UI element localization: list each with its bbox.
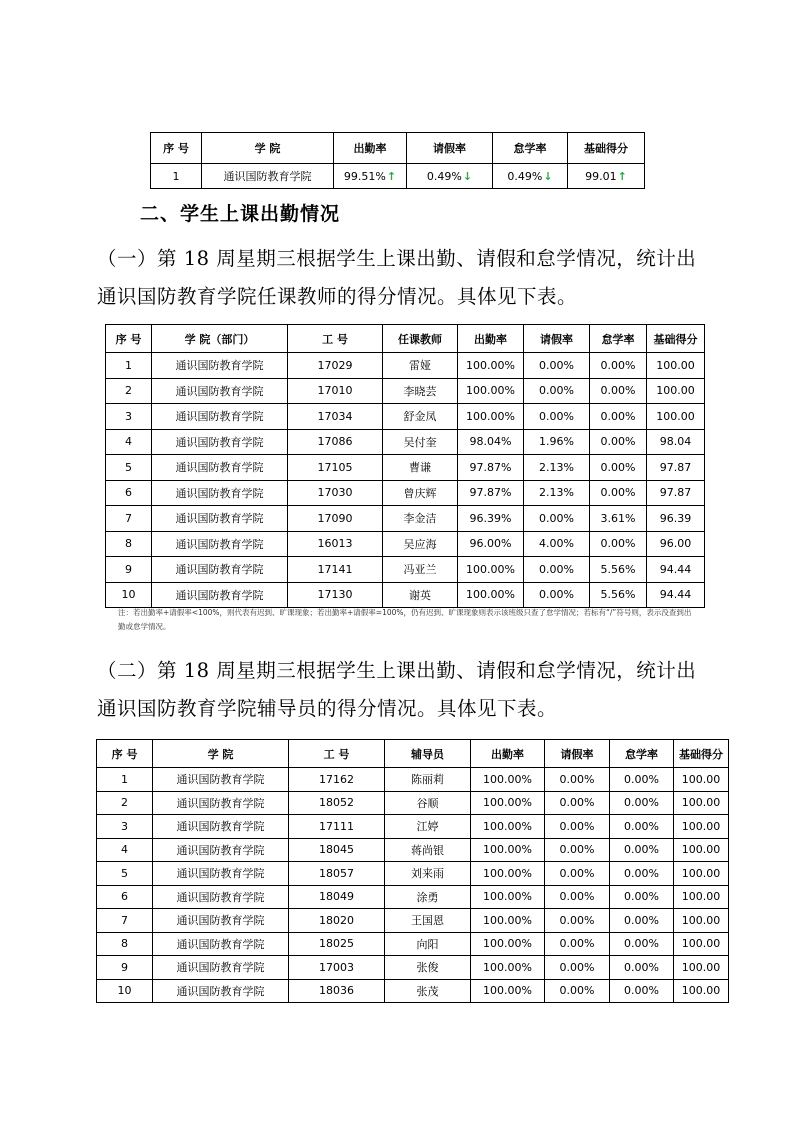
counselor-cell-score: 100.00 <box>674 768 729 792</box>
table-row <box>106 429 705 455</box>
counselor-cell-index: 2 <box>97 791 153 815</box>
teacher-cell-name: 吴应海 <box>383 531 458 557</box>
summary-truancy: 0.49%↓ <box>493 164 568 189</box>
counselor-cell-truancy: 0.00% <box>610 932 674 956</box>
counselor-cell-truancy: 0.00% <box>610 815 674 839</box>
summary-table <box>150 132 645 189</box>
teacher-cell-leave: 4.00% <box>524 531 590 557</box>
counselor-cell-attendance: 100.00% <box>471 815 545 839</box>
teacher-cell-college: 通识国防教育学院 <box>152 353 288 379</box>
counselor-cell-name: 王国恩 <box>385 909 471 933</box>
down-arrow-icon: ↓ <box>543 169 553 183</box>
summary-college: 通识国防教育学院 <box>202 164 334 189</box>
table-row <box>97 768 729 792</box>
counselor-cell-truancy: 0.00% <box>610 979 674 1003</box>
counselor-cell-index: 7 <box>97 909 153 933</box>
counselor-header-attendance: 出勤率 <box>471 740 545 768</box>
teacher-cell-name: 吴付奎 <box>383 429 458 455</box>
counselor-table <box>96 739 729 1003</box>
teacher-header-name: 任课教师 <box>383 325 458 353</box>
counselor-cell-staff-id: 17003 <box>289 956 385 980</box>
teacher-cell-staff-id: 17034 <box>288 404 383 430</box>
teacher-header-row <box>106 325 705 353</box>
counselor-cell-score: 100.00 <box>674 815 729 839</box>
counselor-cell-score: 100.00 <box>674 932 729 956</box>
counselor-cell-score: 100.00 <box>674 909 729 933</box>
teacher-cell-truancy: 0.00% <box>590 378 647 404</box>
teacher-header-attendance: 出勤率 <box>458 325 524 353</box>
table-row <box>106 531 705 557</box>
header-attendance: 出勤率 <box>334 133 407 164</box>
counselor-cell-staff-id: 18045 <box>289 838 385 862</box>
summary-row <box>151 164 645 189</box>
teacher-cell-name: 谢英 <box>383 582 458 608</box>
teacher-header-truancy: 怠学率 <box>590 325 647 353</box>
counselor-header-college: 学 院 <box>153 740 289 768</box>
table-row <box>106 480 705 506</box>
teacher-cell-score: 100.00 <box>647 378 705 404</box>
counselor-header-truancy: 怠学率 <box>610 740 674 768</box>
counselor-cell-index: 1 <box>97 768 153 792</box>
teacher-cell-attendance: 98.04% <box>458 429 524 455</box>
counselor-cell-staff-id: 18025 <box>289 932 385 956</box>
teacher-cell-index: 7 <box>106 506 152 532</box>
teacher-cell-name: 冯亚兰 <box>383 557 458 583</box>
counselor-cell-college: 通识国防教育学院 <box>153 815 289 839</box>
counselor-cell-attendance: 100.00% <box>471 768 545 792</box>
teacher-cell-score: 96.00 <box>647 531 705 557</box>
table-row <box>106 455 705 481</box>
counselor-cell-college: 通识国防教育学院 <box>153 791 289 815</box>
teacher-cell-leave: 0.00% <box>524 378 590 404</box>
counselor-cell-college: 通识国防教育学院 <box>153 932 289 956</box>
summary-attendance: 99.51%↑ <box>334 164 407 189</box>
counselor-cell-staff-id: 18020 <box>289 909 385 933</box>
counselor-cell-truancy: 0.00% <box>610 885 674 909</box>
teacher-cell-staff-id: 17010 <box>288 378 383 404</box>
counselor-cell-leave: 0.00% <box>545 815 610 839</box>
teacher-cell-truancy: 5.56% <box>590 582 647 608</box>
teacher-cell-attendance: 100.00% <box>458 557 524 583</box>
counselor-cell-attendance: 100.00% <box>471 885 545 909</box>
table-row <box>106 404 705 430</box>
counselor-cell-leave: 0.00% <box>545 956 610 980</box>
table-row <box>106 378 705 404</box>
summary-score: 99.01↑ <box>568 164 645 189</box>
teacher-cell-name: 舒金凤 <box>383 404 458 430</box>
counselor-cell-index: 10 <box>97 979 153 1003</box>
counselor-cell-attendance: 100.00% <box>471 838 545 862</box>
counselor-cell-index: 4 <box>97 838 153 862</box>
teacher-cell-college: 通识国防教育学院 <box>152 378 288 404</box>
paragraph-teachers: （一）第 18 周星期三根据学生上课出勤、请假和怠学情况，统计出通识国防教育学院任课教师的得分情况。具体见下表。 <box>97 247 697 308</box>
teacher-cell-index: 6 <box>106 480 152 506</box>
teacher-cell-truancy: 0.00% <box>590 455 647 481</box>
summary-header-row <box>151 133 645 164</box>
counselor-cell-staff-id: 18049 <box>289 885 385 909</box>
counselor-cell-attendance: 100.00% <box>471 862 545 886</box>
counselor-header-row <box>97 740 729 768</box>
counselor-cell-truancy: 0.00% <box>610 862 674 886</box>
counselor-cell-attendance: 100.00% <box>471 979 545 1003</box>
header-truancy: 怠学率 <box>493 133 568 164</box>
teacher-cell-truancy: 0.00% <box>590 404 647 430</box>
counselor-cell-index: 8 <box>97 932 153 956</box>
counselor-cell-leave: 0.00% <box>545 838 610 862</box>
counselor-cell-score: 100.00 <box>674 956 729 980</box>
teacher-cell-attendance: 97.87% <box>458 455 524 481</box>
teacher-cell-truancy: 0.00% <box>590 531 647 557</box>
teacher-cell-index: 1 <box>106 353 152 379</box>
teacher-cell-score: 96.39 <box>647 506 705 532</box>
teacher-cell-truancy: 0.00% <box>590 429 647 455</box>
teacher-cell-leave: 2.13% <box>524 455 590 481</box>
teacher-cell-name: 雷娅 <box>383 353 458 379</box>
teacher-cell-leave: 1.96% <box>524 429 590 455</box>
teacher-cell-staff-id: 16013 <box>288 531 383 557</box>
counselor-cell-name: 涂勇 <box>385 885 471 909</box>
teacher-cell-truancy: 3.61% <box>590 506 647 532</box>
teacher-cell-score: 97.87 <box>647 455 705 481</box>
header-index: 序 号 <box>151 133 202 164</box>
table-row <box>97 932 729 956</box>
table-row <box>97 815 729 839</box>
teacher-header-staff-id: 工 号 <box>288 325 383 353</box>
counselor-cell-score: 100.00 <box>674 979 729 1003</box>
teacher-cell-college: 通识国防教育学院 <box>152 429 288 455</box>
counselor-cell-staff-id: 18036 <box>289 979 385 1003</box>
counselor-cell-college: 通识国防教育学院 <box>153 956 289 980</box>
header-college: 学 院 <box>202 133 334 164</box>
teacher-cell-name: 李金洁 <box>383 506 458 532</box>
teacher-cell-index: 2 <box>106 378 152 404</box>
teacher-cell-name: 李晓芸 <box>383 378 458 404</box>
teacher-cell-score: 98.04 <box>647 429 705 455</box>
table-row <box>106 353 705 379</box>
counselor-cell-index: 6 <box>97 885 153 909</box>
counselor-cell-leave: 0.00% <box>545 979 610 1003</box>
counselor-cell-truancy: 0.00% <box>610 791 674 815</box>
counselor-cell-index: 3 <box>97 815 153 839</box>
teacher-cell-score: 94.44 <box>647 557 705 583</box>
teacher-cell-college: 通识国防教育学院 <box>152 582 288 608</box>
counselor-cell-truancy: 0.00% <box>610 768 674 792</box>
counselor-cell-college: 通识国防教育学院 <box>153 768 289 792</box>
teacher-cell-score: 100.00 <box>647 404 705 430</box>
teacher-cell-leave: 0.00% <box>524 353 590 379</box>
table-row <box>97 791 729 815</box>
teacher-cell-attendance: 100.00% <box>458 378 524 404</box>
teacher-cell-leave: 0.00% <box>524 557 590 583</box>
teacher-cell-staff-id: 17130 <box>288 582 383 608</box>
counselor-cell-truancy: 0.00% <box>610 909 674 933</box>
counselor-cell-score: 100.00 <box>674 885 729 909</box>
counselor-cell-index: 5 <box>97 862 153 886</box>
teacher-header-leave: 请假率 <box>524 325 590 353</box>
teacher-header-college: 学 院（部门） <box>152 325 288 353</box>
table-note: 注：若出勤率+请假率<100%，则代表有迟到、旷课现象；若出勤率+请假率=100%，仍有迟到、旷课现象则表示该班级只查了怠学情况；若标有“/”符号则，表示没查到出勤或怠学情况。 <box>118 608 692 631</box>
teacher-cell-name: 曾庆辉 <box>383 480 458 506</box>
counselor-cell-attendance: 100.00% <box>471 932 545 956</box>
counselor-cell-name: 蒋尚银 <box>385 838 471 862</box>
teacher-cell-attendance: 97.87% <box>458 480 524 506</box>
teacher-cell-staff-id: 17086 <box>288 429 383 455</box>
teacher-cell-college: 通识国防教育学院 <box>152 404 288 430</box>
section-heading: 二、学生上课出勤情况 <box>140 203 341 225</box>
up-arrow-icon: ↑ <box>617 169 627 183</box>
counselor-cell-staff-id: 17111 <box>289 815 385 839</box>
table-row <box>97 862 729 886</box>
counselor-cell-name: 张俊 <box>385 956 471 980</box>
teacher-cell-college: 通识国防教育学院 <box>152 557 288 583</box>
counselor-cell-college: 通识国防教育学院 <box>153 862 289 886</box>
counselor-header-staff-id: 工 号 <box>289 740 385 768</box>
teacher-cell-attendance: 96.39% <box>458 506 524 532</box>
teacher-cell-index: 10 <box>106 582 152 608</box>
teacher-cell-truancy: 0.00% <box>590 353 647 379</box>
teacher-cell-truancy: 0.00% <box>590 480 647 506</box>
teacher-cell-index: 4 <box>106 429 152 455</box>
counselor-cell-index: 9 <box>97 956 153 980</box>
header-leave: 请假率 <box>407 133 493 164</box>
counselor-cell-score: 100.00 <box>674 791 729 815</box>
counselor-cell-staff-id: 18057 <box>289 862 385 886</box>
counselor-cell-leave: 0.00% <box>545 932 610 956</box>
teacher-cell-score: 100.00 <box>647 353 705 379</box>
up-arrow-icon: ↑ <box>386 169 397 183</box>
summary-leave: 0.49%↓ <box>407 164 493 189</box>
paragraph-counselors: （二）第 18 周星期三根据学生上课出勤、请假和怠学情况，统计出通识国防教育学院辅导员的得分情况。具体见下表。 <box>97 659 697 720</box>
teacher-cell-staff-id: 17141 <box>288 557 383 583</box>
teacher-cell-staff-id: 17105 <box>288 455 383 481</box>
counselor-cell-score: 100.00 <box>674 862 729 886</box>
table-row <box>106 557 705 583</box>
table-row <box>106 506 705 532</box>
counselor-header-index: 序 号 <box>97 740 153 768</box>
counselor-cell-name: 谷顺 <box>385 791 471 815</box>
summary-index: 1 <box>151 164 202 189</box>
counselor-cell-college: 通识国防教育学院 <box>153 909 289 933</box>
teacher-cell-college: 通识国防教育学院 <box>152 455 288 481</box>
teacher-cell-attendance: 100.00% <box>458 582 524 608</box>
down-arrow-icon: ↓ <box>462 169 473 183</box>
counselor-cell-leave: 0.00% <box>545 768 610 792</box>
teacher-table <box>105 324 705 608</box>
counselor-cell-name: 江婷 <box>385 815 471 839</box>
counselor-cell-leave: 0.00% <box>545 885 610 909</box>
table-row <box>97 885 729 909</box>
counselor-cell-truancy: 0.00% <box>610 956 674 980</box>
counselor-cell-attendance: 100.00% <box>471 909 545 933</box>
teacher-cell-score: 97.87 <box>647 480 705 506</box>
header-score: 基础得分 <box>568 133 645 164</box>
table-row <box>97 979 729 1003</box>
counselor-header-name: 辅导员 <box>385 740 471 768</box>
counselor-header-leave: 请假率 <box>545 740 610 768</box>
counselor-cell-leave: 0.00% <box>545 791 610 815</box>
counselor-cell-college: 通识国防教育学院 <box>153 979 289 1003</box>
teacher-cell-college: 通识国防教育学院 <box>152 506 288 532</box>
counselor-cell-score: 100.00 <box>674 838 729 862</box>
teacher-cell-leave: 0.00% <box>524 582 590 608</box>
teacher-cell-college: 通识国防教育学院 <box>152 531 288 557</box>
counselor-cell-name: 张茂 <box>385 979 471 1003</box>
teacher-cell-name: 曹谦 <box>383 455 458 481</box>
teacher-cell-truancy: 5.56% <box>590 557 647 583</box>
counselor-cell-name: 陈丽莉 <box>385 768 471 792</box>
counselor-cell-attendance: 100.00% <box>471 791 545 815</box>
teacher-cell-leave: 0.00% <box>524 506 590 532</box>
counselor-cell-attendance: 100.00% <box>471 956 545 980</box>
teacher-cell-attendance: 100.00% <box>458 404 524 430</box>
teacher-header-index: 序 号 <box>106 325 152 353</box>
counselor-cell-staff-id: 18052 <box>289 791 385 815</box>
table-row <box>97 838 729 862</box>
counselor-cell-college: 通识国防教育学院 <box>153 838 289 862</box>
teacher-cell-index: 5 <box>106 455 152 481</box>
counselor-cell-staff-id: 17162 <box>289 768 385 792</box>
teacher-header-score: 基础得分 <box>647 325 705 353</box>
teacher-cell-attendance: 100.00% <box>458 353 524 379</box>
teacher-cell-score: 94.44 <box>647 582 705 608</box>
counselor-cell-leave: 0.00% <box>545 862 610 886</box>
counselor-cell-leave: 0.00% <box>545 909 610 933</box>
counselor-cell-name: 向阳 <box>385 932 471 956</box>
table-row <box>106 582 705 608</box>
teacher-cell-attendance: 96.00% <box>458 531 524 557</box>
teacher-cell-college: 通识国防教育学院 <box>152 480 288 506</box>
counselor-header-score: 基础得分 <box>674 740 729 768</box>
counselor-cell-college: 通识国防教育学院 <box>153 885 289 909</box>
counselor-cell-truancy: 0.00% <box>610 838 674 862</box>
teacher-cell-index: 3 <box>106 404 152 430</box>
teacher-cell-staff-id: 17030 <box>288 480 383 506</box>
teacher-cell-index: 9 <box>106 557 152 583</box>
teacher-cell-leave: 2.13% <box>524 480 590 506</box>
teacher-cell-index: 8 <box>106 531 152 557</box>
teacher-cell-staff-id: 17090 <box>288 506 383 532</box>
table-row <box>97 956 729 980</box>
table-row <box>97 909 729 933</box>
teacher-cell-staff-id: 17029 <box>288 353 383 379</box>
teacher-cell-leave: 0.00% <box>524 404 590 430</box>
counselor-cell-name: 刘来雨 <box>385 862 471 886</box>
